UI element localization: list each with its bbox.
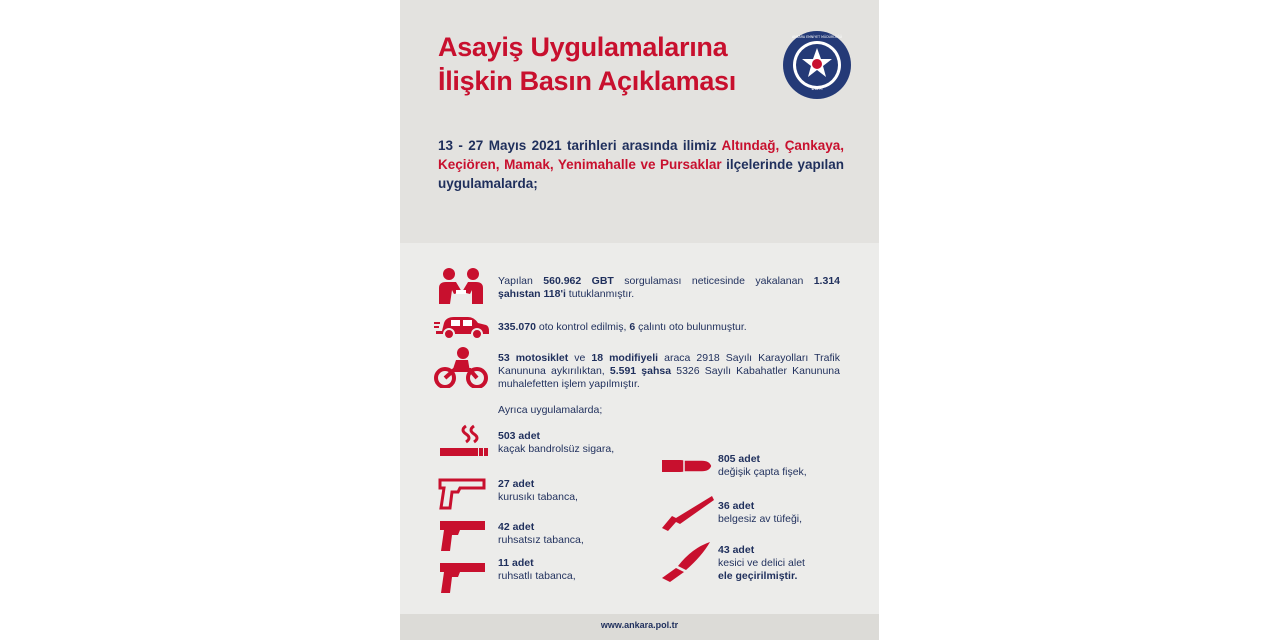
also-label: Ayrıca uygulamalarda;	[498, 404, 603, 416]
gbt-count: 560.962 GBT	[543, 275, 614, 287]
cigarette-label: kaçak bandrolsüz sigara,	[498, 443, 615, 455]
persons-count: 5.591 şahsa	[609, 365, 672, 377]
unlicensed-gun-label: ruhsatsız tabanca,	[498, 534, 584, 546]
licensed-gun-text	[498, 557, 678, 583]
blank-gun-text	[498, 478, 678, 504]
shotgun-text	[718, 500, 868, 526]
page-title	[438, 30, 778, 98]
moto-text-2: araca 2918 Sayılı Karayolları Trafik Kanununa aykırılıktan,	[498, 352, 840, 377]
moto-count: 53 motosiklet	[498, 352, 569, 364]
ammo-text	[718, 453, 868, 479]
unlicensed-gun-text	[498, 521, 678, 547]
gbt-text-2: sorgulaması neticesinde yakalanan	[613, 275, 814, 287]
intro-paragraph	[438, 136, 844, 193]
stolen-count: 6	[629, 321, 636, 333]
blank-gun-label: kurusıkı tabanca,	[498, 491, 578, 503]
cigarette-icon	[438, 424, 490, 460]
knife-label: kesici ve delici alet	[718, 557, 805, 569]
unlicensed-pistol-icon	[438, 518, 488, 552]
motorcycle-icon	[434, 346, 488, 388]
shotgun-icon	[658, 494, 714, 532]
moto-text-3: 5326 Sayılı Kabahatler Kanununa muhalefetten işlem yapılmıştır.	[498, 365, 840, 390]
infographic-poster	[400, 0, 879, 640]
closing-text: ele geçirilmiştir.	[718, 570, 798, 582]
moto-text	[498, 352, 840, 391]
unlicensed-gun-count: 42 adet	[498, 521, 535, 533]
gbt-text-1: Yapılan	[498, 275, 544, 287]
ammo-count: 805 adet	[718, 453, 761, 465]
intro-text-2: ilçelerinde yapılan uygulamalarda;	[438, 157, 844, 191]
gbt-arrest-count: 1.314 şahıstan 118'i	[498, 275, 840, 300]
shotgun-count: 36 adet	[718, 500, 755, 512]
car-icon	[434, 311, 490, 341]
car-text-1: oto kontrol edilmiş,	[535, 321, 630, 333]
knife-icon	[658, 540, 712, 582]
knife-text	[718, 544, 868, 583]
modified-count: 18 modifiyeli	[591, 352, 659, 364]
car-text	[498, 321, 840, 334]
title-line-2: İlişkin Basın Açıklaması	[438, 66, 736, 96]
ammo-label: değişik çapta fişek,	[718, 466, 807, 478]
arrest-icon	[436, 268, 486, 304]
police-badge-logo	[782, 30, 852, 100]
shotgun-label: belgesiz av tüfeği,	[718, 513, 803, 525]
licensed-pistol-icon	[438, 560, 488, 594]
licensed-gun-label: ruhsatlı tabanca,	[498, 570, 576, 582]
intro-dates: 13 - 27 Mayıs 2021	[438, 138, 562, 153]
intro-text-1: tarihleri arasında ilimiz	[561, 138, 722, 153]
blank-gun-count: 27 adet	[498, 478, 535, 490]
cigarette-text	[498, 430, 678, 456]
intro-district-1: Altındağ,	[721, 138, 780, 153]
ammunition-icon	[660, 456, 712, 476]
licensed-gun-count: 11 adet	[498, 557, 534, 569]
car-count: 335.070	[498, 321, 536, 333]
moto-text-1: ve	[568, 352, 592, 364]
title-line-1: Asayiş Uygulamalarına	[438, 32, 728, 62]
website-link[interactable]: www.ankara.pol.tr	[600, 620, 679, 630]
badge-center-text: EGM	[811, 86, 823, 92]
gbt-text-3: tutuklanmıştır.	[565, 288, 635, 300]
badge-ring-text: ANKARA EMNİYET MÜDÜRLÜĞÜ	[792, 35, 842, 39]
car-text-2: çalıntı oto bulunmuştur.	[635, 321, 747, 333]
gbt-text	[498, 275, 840, 301]
blank-pistol-icon	[438, 476, 488, 510]
knife-count: 43 adet	[718, 544, 755, 556]
intro-districts-2: Çankaya, Keçiören, Mamak, Yenimahalle ve Pursaklar	[438, 138, 844, 172]
cigarette-count: 503 adet	[498, 430, 541, 442]
